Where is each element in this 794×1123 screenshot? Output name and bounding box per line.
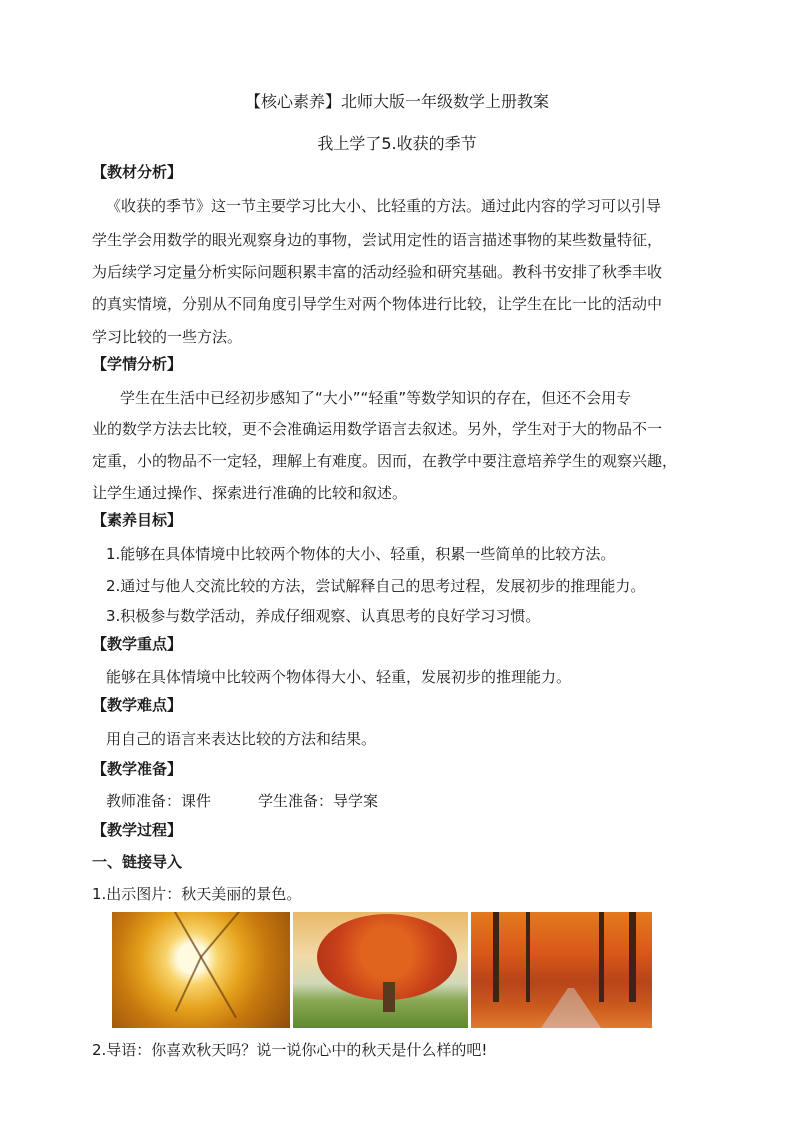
- process-step: 1.出示图片：秋天美丽的景色。: [92, 885, 302, 903]
- goal-item: 3.积极参与数学活动，养成仔细观察、认真思考的良好学习习惯。: [106, 607, 541, 625]
- paragraph-line: 的真实情境，分别从不同角度引导学生对两个物体进行比较，让学生在比一比的活动中: [92, 295, 663, 313]
- document-title: 【核心素养】北师大版一年级数学上册教案: [244, 92, 549, 111]
- key-points-text: 能够在具体情境中比较两个物体得大小、轻重，发展初步的推理能力。: [106, 668, 572, 686]
- paragraph-line: 为后续学习定量分析实际问题积累丰富的活动经验和研究基础。教科书安排了秋季丰收: [92, 263, 663, 281]
- paragraph-line: 让学生通过操作、探索进行准确的比较和叙述。: [92, 484, 408, 502]
- difficult-points-text: 用自己的语言来表达比较的方法和结果。: [106, 730, 377, 748]
- heading-preparation: 【教学准备】: [92, 760, 183, 778]
- red-tree-photo: [293, 912, 468, 1028]
- goal-item: 2.通过与他人交流比较的方法，尝试解释自己的思考过程，发展初步的推理能力。: [106, 577, 646, 595]
- paragraph-line: 《收获的季节》这一节主要学习比大小、比轻重的方法。通过此内容的学习可以引导: [106, 197, 662, 215]
- heading-key-points: 【教学重点】: [92, 635, 183, 653]
- document-subtitle: 我上学了5.收获的季节: [317, 134, 477, 153]
- autumn-leaves-photo: [112, 912, 290, 1028]
- heading-goals: 【素养目标】: [92, 511, 183, 529]
- autumn-photo-strip: [112, 912, 652, 1028]
- heading-student-analysis: 【学情分析】: [92, 355, 183, 373]
- teacher-preparation: 教师准备：课件: [106, 792, 212, 810]
- process-part-title: 一、链接导入: [92, 853, 183, 871]
- paragraph-line: 定重，小的物品不一定轻，理解上有难度。因而，在教学中要注意培养学生的观察兴趣，: [92, 452, 678, 470]
- heading-difficult-points: 【教学难点】: [92, 696, 183, 714]
- heading-material-analysis: 【教材分析】: [92, 163, 183, 181]
- paragraph-line: 学习比较的一些方法。: [92, 328, 243, 346]
- paragraph-line: 业的数学方法去比较，更不会准确运用数学语言去叙述。另外，学生对于大的物品不一: [92, 420, 663, 438]
- process-step: 2.导语：你喜欢秋天吗？说一说你心中的秋天是什么样的吧!: [92, 1041, 488, 1059]
- student-preparation: 学生准备：导学案: [258, 792, 379, 810]
- paragraph-line: 学生学会用数学的眼光观察身边的事物，尝试用定性的语言描述事物的某些数量特征，: [92, 231, 663, 249]
- heading-process: 【教学过程】: [92, 821, 183, 839]
- forest-path-photo: [471, 912, 652, 1028]
- goal-item: 1.能够在具体情境中比较两个物体的大小、轻重，积累一些简单的比较方法。: [106, 545, 616, 563]
- paragraph-line: 学生在生活中已经初步感知了“大小”“轻重”等数学知识的存在，但还不会用专: [120, 389, 632, 407]
